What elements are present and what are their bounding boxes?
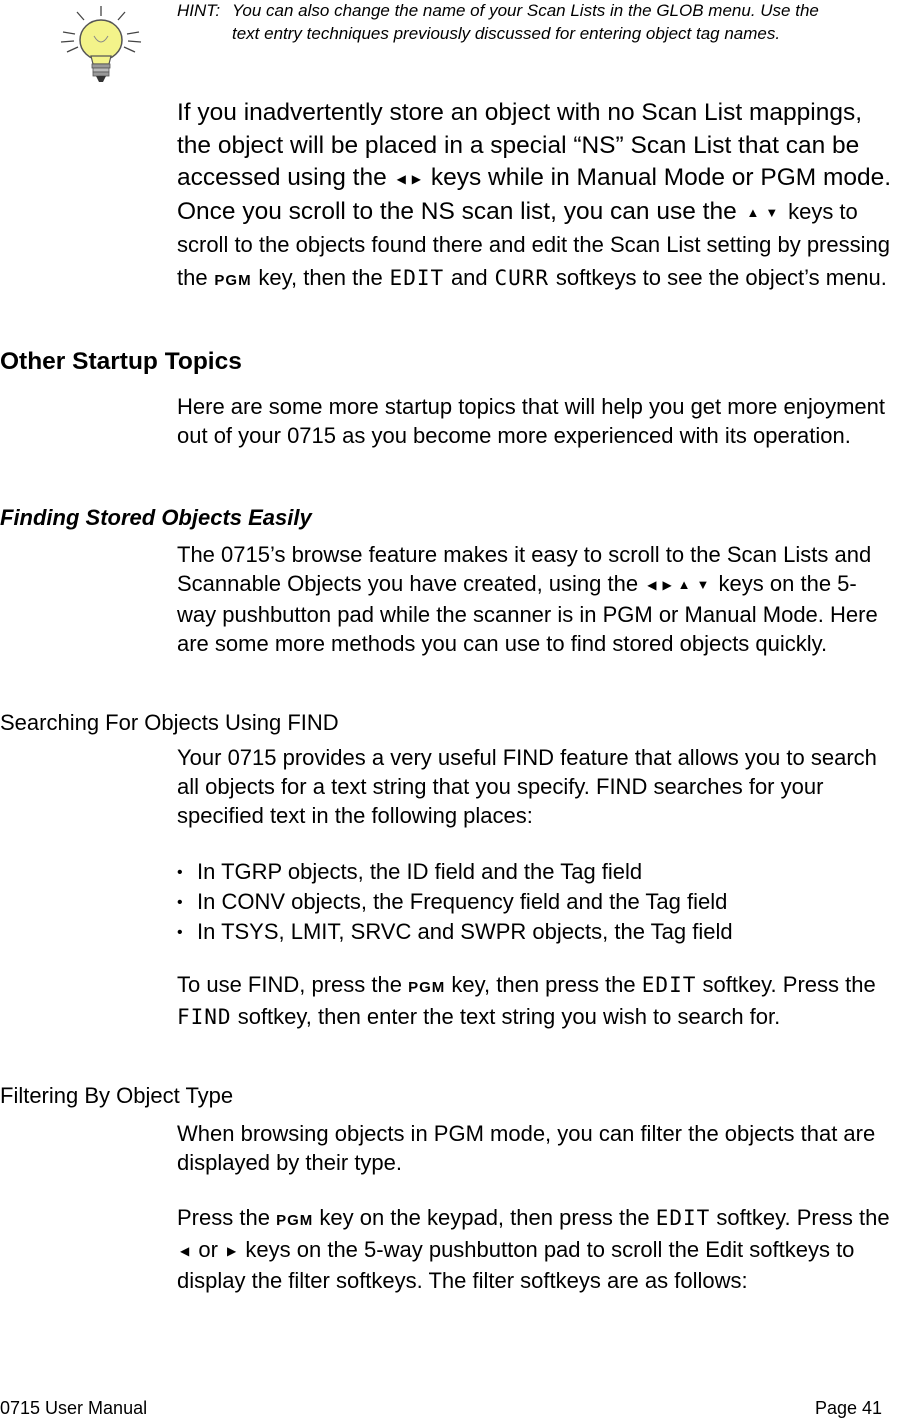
left-arrow-icon: ◀ (396, 172, 406, 186)
pgm-key-label: PGM (408, 979, 446, 996)
para1-text-4: key, then the (258, 264, 383, 290)
down-arrow-icon: ▼ (765, 204, 779, 220)
down-arrow-icon: ▼ (696, 577, 710, 592)
list-item-text: In TSYS, LMIT, SRVC and SWPR objects, the Tag field (197, 919, 733, 944)
footer-page-number: Page 41 (814, 1398, 882, 1418)
para7-text-5: keys on the 5-way pushbutton pad to scroll the Edit softkeys to display the filter softkeys. The filter softkeys are as follows: (177, 1237, 855, 1293)
para7-text-3: softkey. Press the (716, 1205, 890, 1230)
para1-text-3: keys to scroll to the objects found there and edit the Scan List setting by pressing the (177, 198, 890, 290)
hint-label: HINT: (177, 1, 221, 20)
para5-text-4: softkey, then enter the text string you wish to search for. (237, 1004, 781, 1029)
heading-searching-find: Searching For Objects Using FIND (0, 710, 339, 735)
heading-other-startup-topics: Other Startup Topics (0, 348, 242, 375)
right-arrow-icon: ▶ (662, 578, 672, 592)
startup-topics-paragraph: Here are some more startup topics that will help you get more enjoyment out of your 0715 as you become more experienced with its operation. (177, 394, 885, 448)
right-arrow-icon: ▶ (411, 172, 422, 186)
use-find-paragraph (177, 970, 895, 1032)
pgm-key-label: PGM (214, 271, 252, 289)
ns-scanlist-paragraph (177, 97, 895, 297)
edit-softkey-label: EDIT (641, 973, 697, 997)
list-item-text: In CONV objects, the Frequency field and the Tag field (197, 889, 728, 914)
heading-finding-stored-objects: Finding Stored Objects Easily (0, 505, 312, 530)
up-arrow-icon: ▲ (746, 204, 760, 220)
para7-text-2: key on the keypad, then press the (319, 1205, 650, 1230)
hint-text: You can also change the name of your Scan Lists in the GLOB menu. Use the text entry techniques previously discussed for entering object tag names. (232, 1, 819, 43)
filter-intro-paragraph: When browsing objects in PGM mode, you can filter the objects that are displayed by their type. (177, 1121, 876, 1175)
edit-softkey-label: EDIT (655, 1206, 711, 1230)
para5-text-1: To use FIND, press the (177, 972, 402, 997)
para3-text-1: The 0715’s browse feature makes it easy to scroll to the Scan Lists and Scannable Objects you have created, using the (177, 542, 872, 596)
para1-text-5: and (450, 264, 488, 290)
curr-softkey-label: CURR (494, 265, 550, 290)
hint-note (177, 0, 877, 45)
up-arrow-icon: ▲ (677, 577, 691, 592)
find-softkey-label: FIND (177, 1005, 232, 1029)
para5-text-3: softkey. Press the (702, 972, 876, 997)
para7-text-4: or (198, 1237, 218, 1262)
list-item: • In CONV objects, the Frequency field and the Tag field (177, 889, 728, 914)
find-feature-paragraph: Your 0715 provides a very useful FIND feature that allows you to search all objects for a text string that you specify. FIND searches for your specified text in the following places: (177, 745, 877, 828)
list-item: • In TSYS, LMIT, SRVC and SWPR objects, the Tag field (177, 919, 733, 944)
browse-feature-paragraph (177, 540, 895, 658)
lightbulb-icon (55, 4, 147, 86)
right-arrow-icon: ▶ (227, 1244, 237, 1258)
para1-text-1: If you inadvertently store an object with no Scan List mappings, the object will be placed in a special “NS” Scan List that can be accessed using the (177, 99, 863, 191)
edit-softkey-label: EDIT (389, 265, 445, 290)
left-arrow-icon: ◀ (180, 1244, 190, 1258)
para7-text-1: Press the (177, 1205, 270, 1230)
list-item-text: In TGRP objects, the ID field and the Tag field (197, 859, 643, 884)
footer-manual-title: 0715 User Manual (0, 1398, 148, 1418)
para5-text-2: key, then press the (451, 972, 636, 997)
para3-text-2: keys on the 5-way pushbutton pad while the scanner is in PGM or Manual Mode. Here are some more methods you can use to find stored objects quickly. (177, 571, 878, 656)
pgm-key-label: PGM (276, 1212, 314, 1229)
heading-filtering-object-type: Filtering By Object Type (0, 1083, 234, 1108)
para1-text-2: keys while in Manual Mode or PGM mode. Once you scroll to the NS scan list, you can use the (177, 164, 892, 225)
para1-text-6: softkeys to see the object’s menu. (555, 264, 887, 290)
left-arrow-icon: ◀ (647, 578, 657, 592)
list-item: • In TGRP objects, the ID field and the Tag field (177, 859, 643, 884)
find-places-list (177, 857, 733, 947)
filter-instructions-paragraph (177, 1203, 895, 1295)
